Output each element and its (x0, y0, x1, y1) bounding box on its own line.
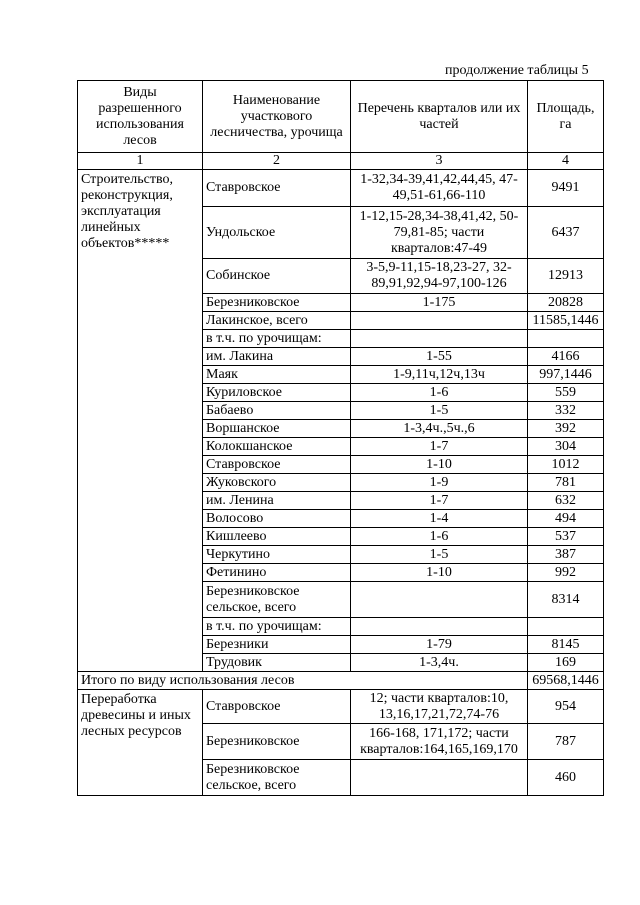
area: 559 (528, 384, 604, 402)
quarters: 1-55 (351, 348, 528, 366)
area: 460 (528, 760, 604, 796)
forestry-name: Черкутино (203, 546, 351, 564)
area: 954 (528, 690, 604, 724)
quarters: 12; части кварталов:10, 13,16,17,21,72,74-76 (351, 690, 528, 724)
area: 537 (528, 528, 604, 546)
quarters: 1-7 (351, 492, 528, 510)
forestry-name: Воршанское (203, 420, 351, 438)
quarters: 1-175 (351, 294, 528, 312)
area: 169 (528, 654, 604, 672)
quarters: 1-10 (351, 456, 528, 474)
forestry-name: Ставровское (203, 690, 351, 724)
header-number-row (78, 153, 604, 170)
quarters: 166-168, 171,172; части кварталов:164,165,169,170 (351, 724, 528, 760)
column-number: 2 (203, 153, 351, 170)
forestry-name: Куриловское (203, 384, 351, 402)
column-number: 1 (78, 153, 203, 170)
quarters: 1-5 (351, 402, 528, 420)
quarters: 1-79 (351, 636, 528, 654)
quarters: 1-10 (351, 564, 528, 582)
header-row (78, 81, 604, 153)
area: 11585,1446 (528, 312, 604, 330)
quarters: 1-9 (351, 474, 528, 492)
area: 332 (528, 402, 604, 420)
forestry-name: им. Лакина (203, 348, 351, 366)
forestry-name: Березники (203, 636, 351, 654)
quarters (351, 582, 528, 618)
forestry-name: Фетинино (203, 564, 351, 582)
quarters: 3-5,9-11,15-18,23-27, 32-89,91,92,94-97,100-126 (351, 259, 528, 294)
area: 997,1446 (528, 366, 604, 384)
quarters: 1-9,11ч,12ч,13ч (351, 366, 528, 384)
forestry-name: Бабаево (203, 402, 351, 420)
forestry-name: Жуковского (203, 474, 351, 492)
quarters (351, 760, 528, 796)
quarters: 1-6 (351, 528, 528, 546)
forestry-name: Кишлеево (203, 528, 351, 546)
forestry-name: Лакинское, всего (203, 312, 351, 330)
area: 304 (528, 438, 604, 456)
forestry-name: Березниковское (203, 294, 351, 312)
area: 992 (528, 564, 604, 582)
forestry-name: Ундольское (203, 207, 351, 259)
area: 392 (528, 420, 604, 438)
header-cell: Наименование участкового лесничества, урочища (203, 81, 351, 153)
area: 4166 (528, 348, 604, 366)
column-number: 4 (528, 153, 604, 170)
forestry-name: в т.ч. по урочищам: (203, 618, 351, 636)
quarters: 1-3,4ч.,5ч.,6 (351, 420, 528, 438)
quarters (351, 312, 528, 330)
area: 20828 (528, 294, 604, 312)
forestry-name: Колокшанское (203, 438, 351, 456)
area: 494 (528, 510, 604, 528)
quarters: 1-3,4ч. (351, 654, 528, 672)
quarters (351, 618, 528, 636)
total-label: Итого по виду использования лесов (78, 672, 528, 690)
table-row (78, 690, 604, 724)
forestry-name: Маяк (203, 366, 351, 384)
forestry-name: Собинское (203, 259, 351, 294)
forestry-name: Ставровское (203, 456, 351, 474)
forestry-name: Ставровское (203, 170, 351, 207)
forestry-name: Березниковское (203, 724, 351, 760)
header-cell: Виды разрешенного использования лесов (78, 81, 203, 153)
area: 632 (528, 492, 604, 510)
area: 8314 (528, 582, 604, 618)
table-caption: продолжение таблицы 5 (445, 63, 589, 78)
table-row (78, 170, 604, 207)
use-category: Переработка древесины и иных лесных ресурсов (78, 690, 203, 796)
area (528, 330, 604, 348)
quarters: 1-6 (351, 384, 528, 402)
area: 781 (528, 474, 604, 492)
area (528, 618, 604, 636)
quarters: 1-5 (351, 546, 528, 564)
forestry-name: Волосово (203, 510, 351, 528)
area: 9491 (528, 170, 604, 207)
forestry-name: в т.ч. по урочищам: (203, 330, 351, 348)
use-category: Строительство, реконструкция, эксплуатация линейных объектов***** (78, 170, 203, 672)
area: 6437 (528, 207, 604, 259)
quarters: 1-4 (351, 510, 528, 528)
forestry-name: им. Ленина (203, 492, 351, 510)
total-value: 69568,1446 (528, 672, 604, 690)
quarters: 1-32,34-39,41,42,44,45, 47-49,51-61,66-110 (351, 170, 528, 207)
area: 12913 (528, 259, 604, 294)
quarters: 1-7 (351, 438, 528, 456)
quarters: 1-12,15-28,34-38,41,42, 50-79,81-85; части кварталов:47-49 (351, 207, 528, 259)
area: 1012 (528, 456, 604, 474)
area: 387 (528, 546, 604, 564)
column-number: 3 (351, 153, 528, 170)
total-row (78, 672, 604, 690)
area: 787 (528, 724, 604, 760)
header-cell: Площадь, га (528, 81, 604, 153)
forestry-name: Трудовик (203, 654, 351, 672)
header-cell: Перечень кварталов или их частей (351, 81, 528, 153)
quarters (351, 330, 528, 348)
forestry-name: Березниковское сельское, всего (203, 760, 351, 796)
data-table (77, 80, 604, 796)
area: 8145 (528, 636, 604, 654)
forestry-name: Березниковское сельское, всего (203, 582, 351, 618)
